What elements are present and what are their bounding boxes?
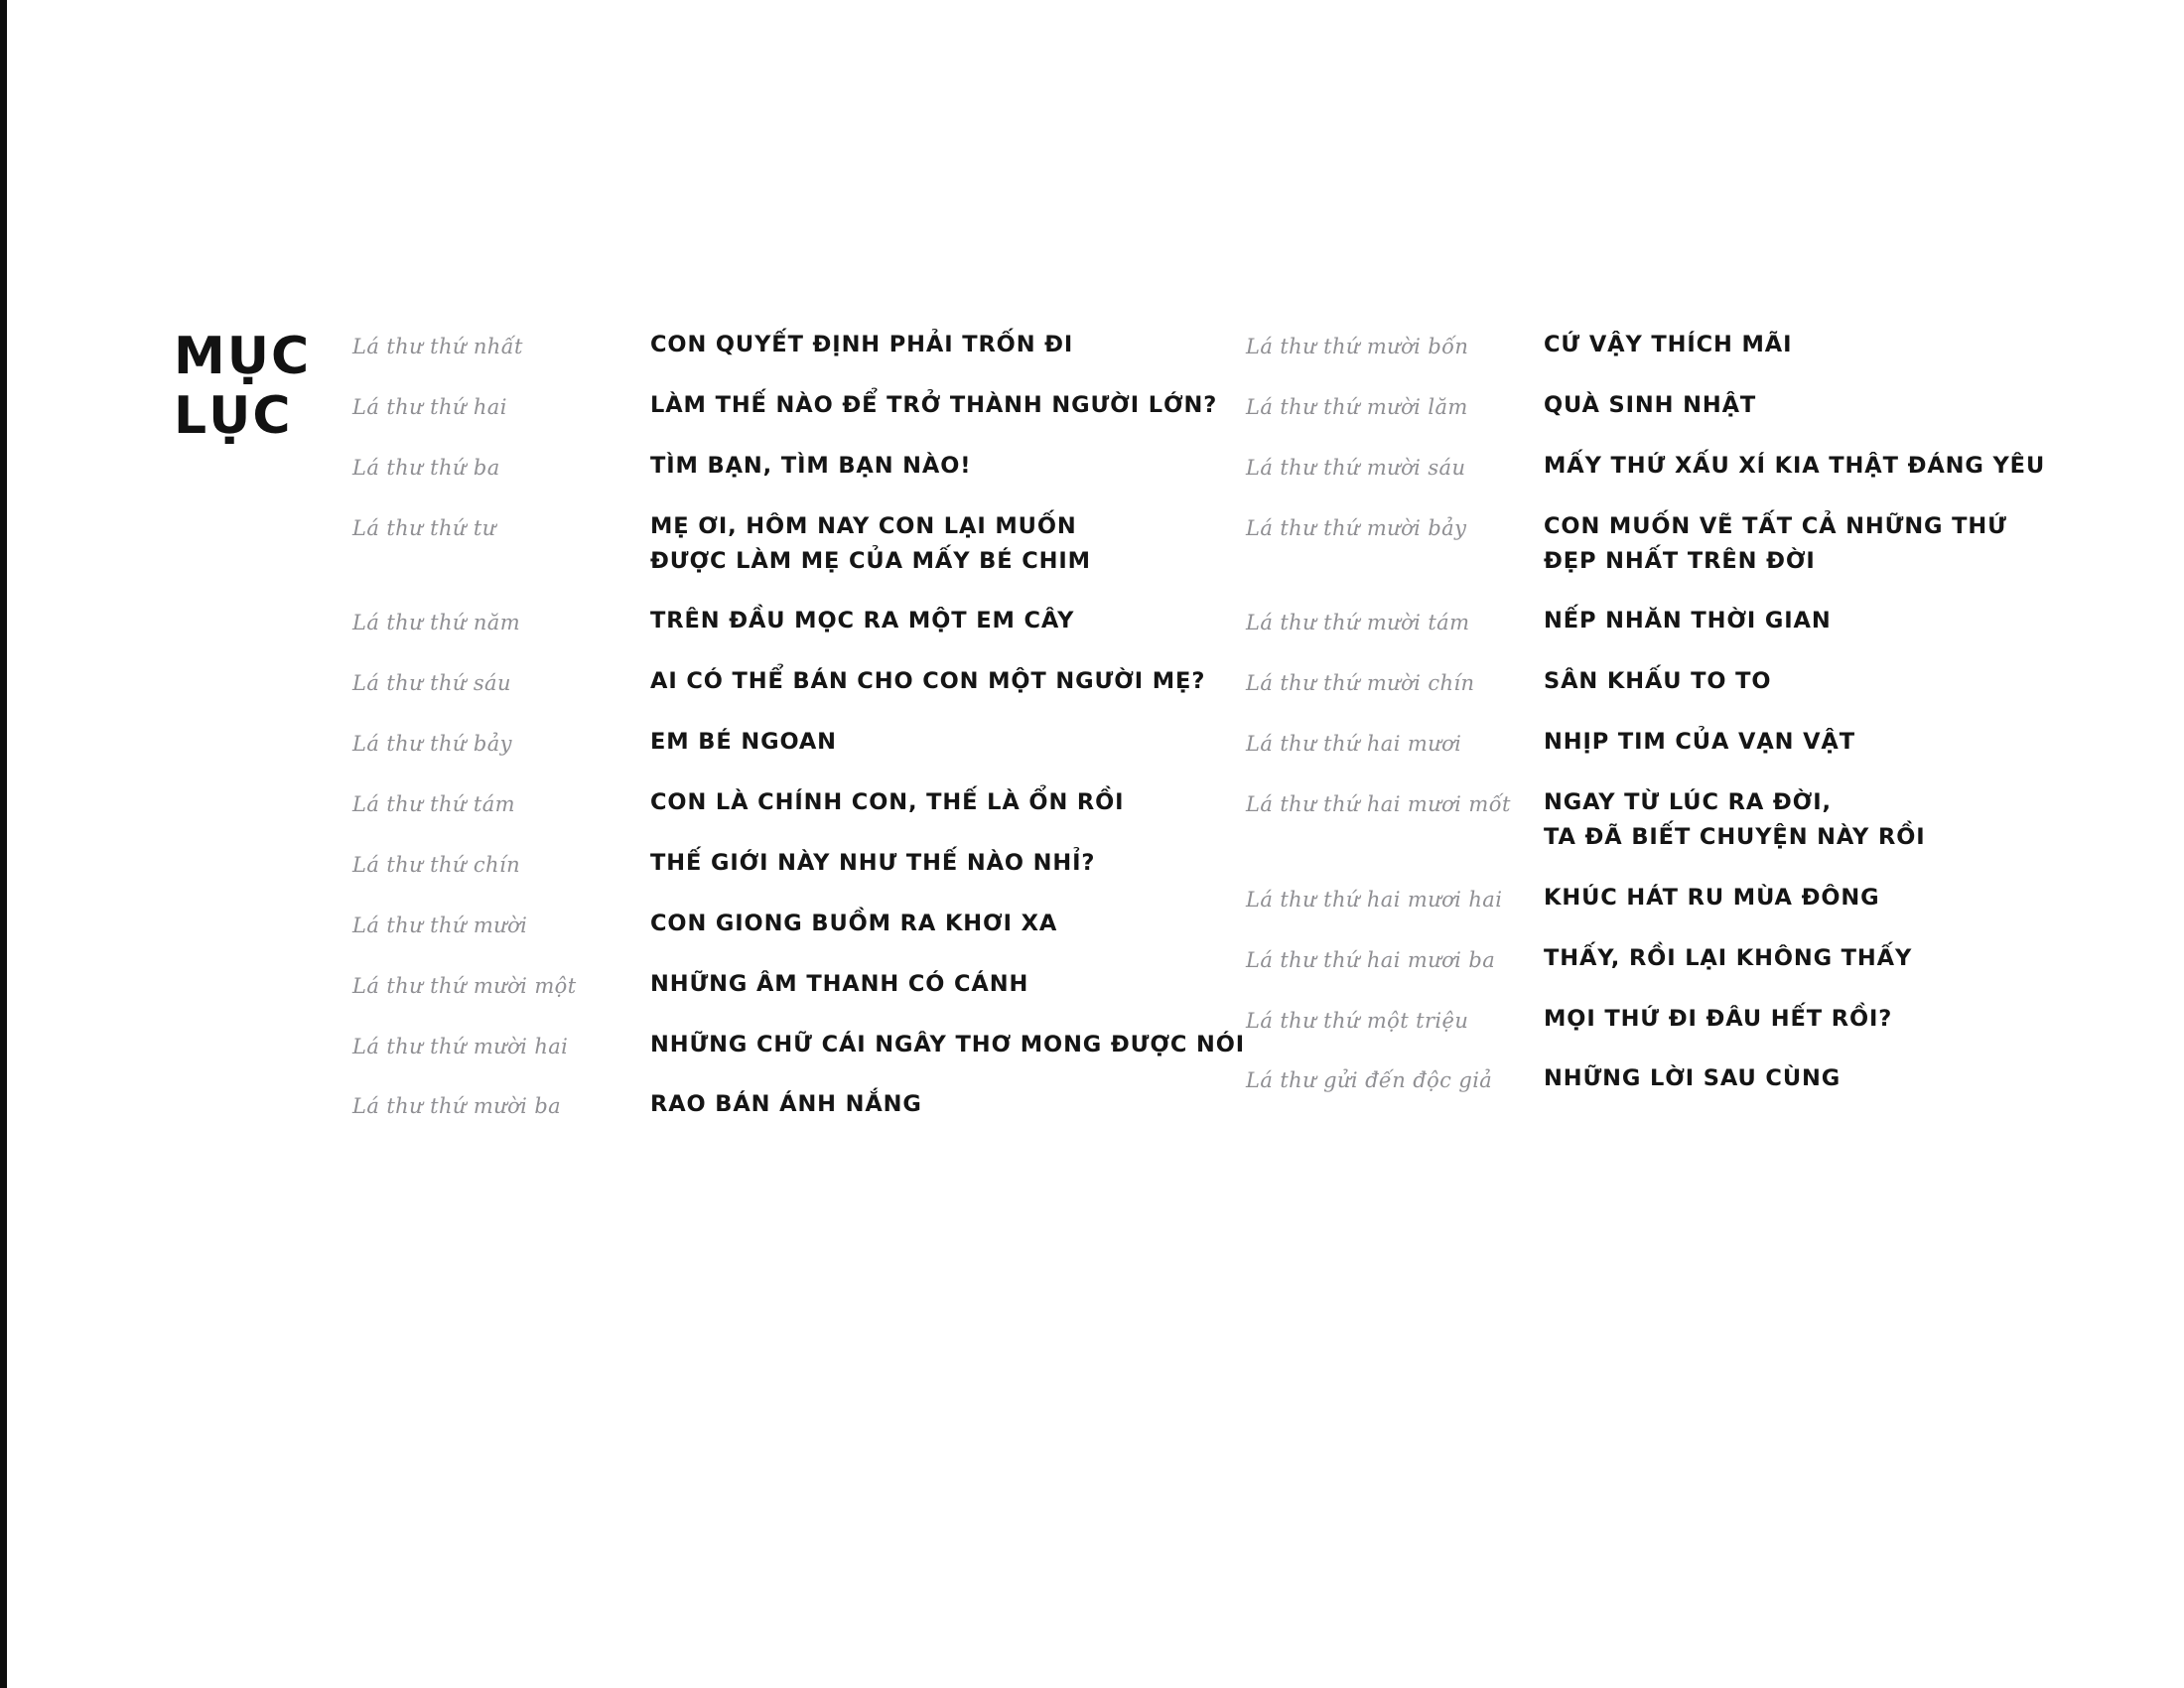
toc-entry[interactable]	[352, 1087, 1246, 1122]
toc-entry-title-line: NGAY TỪ LÚC RA ĐỜI,	[1544, 789, 1832, 815]
toc-entry-title-line: QUÀ SINH NHẬT	[1544, 391, 1757, 418]
toc-entry-label: Lá thư gửi đến độc giả	[1246, 1068, 1493, 1093]
toc-entry-title-line: ĐƯỢC LÀM MẸ CỦA MẤY BÉ CHIM	[650, 547, 1091, 574]
toc-entry-label: Lá thư thứ hai mươi mốt	[1246, 792, 1511, 816]
toc-entry-row	[1246, 509, 2139, 579]
toc-entry-label: Lá thư thứ mười chín	[1246, 671, 1475, 696]
toc-entry-title[interactable]	[1544, 328, 2139, 362]
toc-entry-title-line: NHỮNG CHỮ CÁI NGÂY THƠ MONG ĐƯỢC NÓI	[650, 1031, 1246, 1057]
toc-entry-title-line: TÌM BẠN, TÌM BẠN NÀO!	[650, 452, 972, 479]
toc-entry-row	[352, 328, 1246, 362]
toc-entry[interactable]	[1246, 328, 2139, 362]
toc-entry-label: Lá thư thứ hai	[352, 394, 507, 419]
toc-entry-label: Lá thư thứ bảy	[352, 732, 512, 757]
toc-entry-title-line: CỨ VẬY THÍCH MÃI	[1544, 332, 1793, 357]
toc-entry[interactable]	[352, 785, 1246, 820]
toc-entry-title-line: CON GIONG BUỒM RA KHƠI XA	[650, 910, 1058, 936]
toc-entry-row	[352, 1028, 1246, 1062]
toc-entry-title[interactable]	[1544, 664, 2139, 699]
toc-entry-title[interactable]	[650, 785, 1246, 820]
toc-entry-label: Lá thư thứ hai mươi ba	[1246, 947, 1496, 972]
toc-entry-row	[352, 967, 1246, 1002]
toc-entry[interactable]	[1246, 941, 2139, 976]
toc-entry-title-line: MẤY THỨ XẤU XÍ KIA THẬT ĐÁNG YÊU	[1544, 452, 2046, 479]
toc-entry[interactable]	[352, 1028, 1246, 1062]
toc-entry-title[interactable]	[1544, 604, 2139, 638]
toc-entry-row	[352, 1087, 1246, 1122]
toc-entry-title[interactable]	[1544, 509, 2139, 579]
toc-entry-title-line: NẾP NHĂN THỜI GIAN	[1544, 608, 1832, 634]
toc-entry-label: Lá thư thứ mười bốn	[1246, 335, 1469, 358]
toc-entry-title[interactable]	[1544, 941, 2139, 976]
toc-entry-title[interactable]	[650, 1028, 1246, 1062]
toc-entry-title-line: ĐẸP NHẤT TRÊN ĐỜI	[1544, 547, 1816, 574]
toc-entry[interactable]	[1246, 1002, 2139, 1037]
toc-entry-title-line: AI CÓ THỂ BÁN CHO CON MỘT NGƯỜI MẸ?	[650, 668, 1206, 695]
toc-entry-title-line: MẸ ƠI, HÔM NAY CON LẠI MUỐN	[650, 512, 1077, 539]
page-title-line: MỤC	[174, 327, 312, 386]
toc-entry-title[interactable]	[650, 449, 1246, 484]
toc-entry[interactable]	[352, 449, 1246, 484]
toc-entry[interactable]	[352, 725, 1246, 760]
toc-entry-title[interactable]	[650, 907, 1246, 941]
toc-entry-title[interactable]	[650, 967, 1246, 1002]
toc-entry[interactable]	[352, 907, 1246, 941]
toc-entry-label: Lá thư thứ mười sáu	[1246, 455, 1466, 480]
toc-entry-label: Lá thư thứ mười một	[352, 973, 577, 998]
toc-entry-row	[1246, 725, 2139, 760]
toc-entry-row	[1246, 881, 2139, 915]
toc-entry-label: Lá thư thứ chín	[352, 852, 520, 877]
toc-entry-title-line: CON MUỐN VẼ TẤT CẢ NHỮNG THỨ	[1544, 512, 2007, 539]
toc-entry[interactable]	[1246, 388, 2139, 423]
toc-entry-row	[1246, 664, 2139, 699]
toc-entry[interactable]	[352, 388, 1246, 423]
toc-entry[interactable]	[1246, 664, 2139, 699]
toc-entry-label: Lá thư thứ mười	[352, 913, 528, 937]
toc-entry[interactable]	[352, 967, 1246, 1002]
toc-entry-title[interactable]	[1544, 1061, 2139, 1096]
toc-entry-title[interactable]	[1544, 725, 2139, 760]
toc-entry-title[interactable]	[650, 664, 1246, 699]
toc-entry-title-line: THẤY, RỒI LẠI KHÔNG THẤY	[1544, 944, 1913, 971]
toc-entry[interactable]	[352, 846, 1246, 881]
toc-column-right	[1246, 328, 2139, 1122]
toc-entry-label: Lá thư thứ mười ba	[352, 1094, 562, 1119]
toc-entry[interactable]	[1246, 449, 2139, 484]
toc-entry[interactable]	[352, 509, 1246, 579]
page-title	[174, 328, 372, 447]
toc-entry-row	[1246, 1002, 2139, 1037]
toc-entry-row	[1246, 941, 2139, 976]
toc-entry[interactable]	[1246, 725, 2139, 760]
toc-entry-row	[1246, 604, 2139, 638]
toc-entry[interactable]	[352, 328, 1246, 362]
toc-entry-title-line: TRÊN ĐẦU MỌC RA MỘT EM CÂY	[650, 608, 1075, 634]
toc-entry-title[interactable]	[650, 1087, 1246, 1122]
toc-entry-title-line: THẾ GIỚI NÀY NHƯ THẾ NÀO NHỈ?	[650, 849, 1096, 876]
toc-entry-row	[1246, 1061, 2139, 1096]
toc-entry-row	[352, 785, 1246, 820]
toc-entry-title[interactable]	[1544, 881, 2139, 915]
page-title-line: LỤC	[174, 385, 293, 446]
toc-entry[interactable]	[1246, 881, 2139, 915]
toc-entry-row	[352, 725, 1246, 760]
toc-entry-title-line: NHỮNG LỜI SAU CÙNG	[1544, 1065, 1842, 1092]
toc-entry[interactable]	[352, 604, 1246, 638]
toc-entry-label: Lá thư thứ tư	[352, 515, 496, 540]
toc-entry-label: Lá thư thứ mười hai	[352, 1034, 569, 1058]
toc-entry-title-line: NHỮNG ÂM THANH CÓ CÁNH	[650, 970, 1029, 997]
toc-entry-label: Lá thư thứ mười lăm	[1246, 394, 1468, 419]
toc-entry-title[interactable]	[650, 725, 1246, 760]
toc-entry-title[interactable]	[650, 846, 1246, 881]
toc-entry-title[interactable]	[1544, 1002, 2139, 1037]
toc-entry-label: Lá thư thứ hai mươi hai	[1246, 887, 1503, 912]
toc-entry-title[interactable]	[650, 604, 1246, 638]
toc-entry-title[interactable]	[1544, 388, 2139, 423]
toc-entry-title-line: MỌI THỨ ĐI ĐÂU HẾT RỒI?	[1544, 1005, 1893, 1032]
toc-entry-title[interactable]	[1544, 449, 2139, 484]
toc-entry[interactable]	[1246, 604, 2139, 638]
toc-entry[interactable]	[352, 664, 1246, 699]
toc-entry-title-line: EM BÉ NGOAN	[650, 729, 837, 756]
toc-entry-title-line: LÀM THẾ NÀO ĐỂ TRỞ THÀNH NGƯỜI LỚN?	[650, 391, 1218, 418]
toc-entry-row	[352, 449, 1246, 484]
toc-entry[interactable]	[1246, 1061, 2139, 1096]
toc-entry-row	[1246, 449, 2139, 484]
toc-entry-row	[352, 509, 1246, 579]
toc-entry-row	[352, 846, 1246, 881]
toc-entry-label: Lá thư thứ hai mươi	[1246, 732, 1462, 757]
toc-entry-row	[1246, 388, 2139, 423]
toc-entry-row	[1246, 785, 2139, 855]
toc-entry-title-line: SÂN KHẤU TO TO	[1544, 668, 1772, 695]
toc-entry-label: Lá thư thứ sáu	[352, 671, 511, 696]
toc-entry-title[interactable]	[650, 328, 1246, 362]
toc-column-left	[352, 328, 1246, 1148]
toc-entry-label: Lá thư thứ một triệu	[1246, 1008, 1469, 1033]
toc-entry-label: Lá thư thứ mười tám	[1246, 611, 1470, 635]
toc-entry-label: Lá thư thứ ba	[352, 455, 500, 480]
toc-entry-row	[352, 907, 1246, 941]
toc-entry-title-line: CON LÀ CHÍNH CON, THẾ LÀ ỔN RỒI	[650, 789, 1125, 815]
toc-entry-row	[352, 664, 1246, 699]
toc-entry[interactable]	[1246, 509, 2139, 579]
toc-entry-title[interactable]	[1544, 785, 2139, 855]
toc-entry-label: Lá thư thứ mười bảy	[1246, 515, 1467, 540]
toc-entry-title[interactable]	[650, 388, 1246, 423]
toc-entry-row	[352, 388, 1246, 423]
toc-entry[interactable]	[1246, 785, 2139, 855]
toc-entry-title-line: CON QUYẾT ĐỊNH PHẢI TRỐN ĐI	[650, 332, 1074, 357]
toc-entry-label: Lá thư thứ nhất	[352, 335, 523, 358]
toc-entry-row	[352, 604, 1246, 638]
toc-entry-title-line: NHỊP TIM CỦA VẠN VẬT	[1544, 729, 1855, 756]
toc-entry-label: Lá thư thứ năm	[352, 611, 521, 635]
toc-entry-title-line: KHÚC HÁT RU MÙA ĐÔNG	[1544, 884, 1880, 911]
toc-entry-title-line: TA ĐÃ BIẾT CHUYỆN NÀY RỒI	[1544, 823, 1926, 850]
toc-entry-title-line: RAO BÁN ÁNH NẮNG	[650, 1091, 922, 1118]
toc-entry-label: Lá thư thứ tám	[352, 792, 515, 816]
toc-entry-row	[1246, 328, 2139, 362]
toc-entry-title[interactable]	[650, 509, 1246, 579]
